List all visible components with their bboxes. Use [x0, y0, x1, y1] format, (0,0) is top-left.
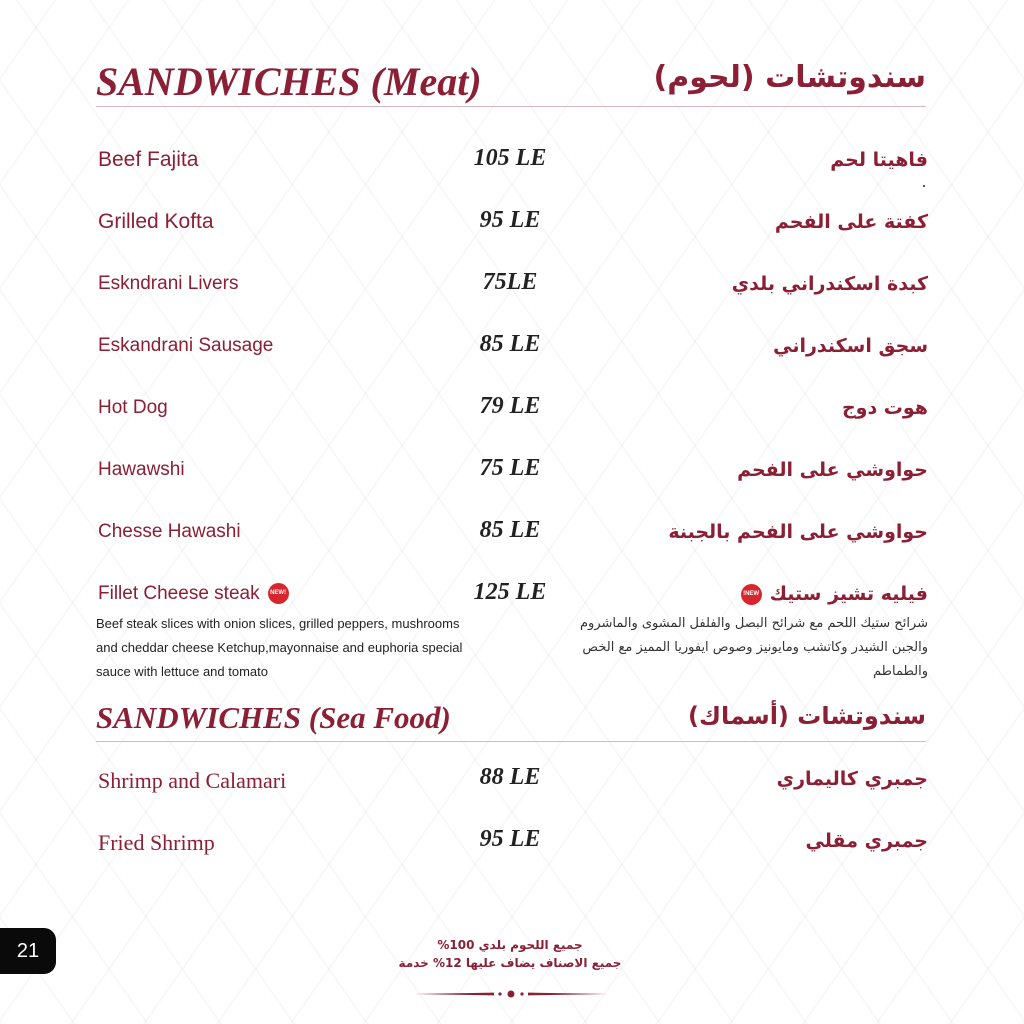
- menu-item-price: 75 LE: [479, 455, 541, 481]
- menu-item-price: 88 LE: [479, 764, 541, 790]
- seafood-section-title-ar: سندوتشات (أسماك): [688, 702, 926, 730]
- page-number: 21: [0, 928, 56, 974]
- menu-item-name-ar: فاهيتا لحم: [830, 149, 928, 171]
- menu-item-name: Chesse Hawashi: [98, 521, 241, 542]
- menu-item-name: Beef Fajita: [98, 148, 199, 171]
- item-description: Beef steak slices with onion slices, grilled peppers, mushrooms and cheddar cheese Ketchup,mayonnaise and euphoria special sauce with lettuce and tomato: [96, 616, 463, 679]
- menu-item-price: 85 LE: [479, 331, 541, 357]
- menu-item-price: 95 LE: [479, 207, 541, 233]
- menu-item-name: Eskandrani Sausage: [98, 335, 274, 356]
- menu-item-name-ar: هوت دوج: [841, 397, 928, 419]
- menu-item-name-ar: حواوشي على الفحم بالجبنة: [668, 521, 928, 543]
- menu-item-name-ar: كفتة على الفحم: [774, 211, 928, 233]
- menu-item-name-ar: جمبري مقلي: [805, 830, 928, 852]
- menu-item-name: Shrimp and Calamari: [98, 768, 287, 793]
- menu-item-name: Grilled Kofta: [98, 210, 214, 233]
- footer-note-service: جميع الاصناف يضاف عليها 12% خدمة: [398, 956, 622, 970]
- menu-item-name-ar: سجق اسكندراني: [773, 335, 928, 357]
- new-badge-icon: NEW!: [741, 584, 762, 605]
- menu-item-price: 125 LE: [473, 579, 547, 605]
- menu-item-price: 85 LE: [479, 517, 541, 543]
- menu-item-label: Fillet Cheese steak: [98, 583, 260, 604]
- meat-section-title-ar: سندوتشات (لحوم): [653, 60, 926, 95]
- meat-section-divider: [96, 106, 926, 107]
- meat-section-title: SANDWICHES (Meat): [96, 59, 482, 104]
- stray-dot: [923, 185, 925, 187]
- seafood-section-divider: [96, 741, 926, 742]
- menu-item-price: 105 LE: [473, 145, 547, 171]
- menu-item-price: 95 LE: [479, 826, 541, 852]
- item-description-ar: شرائح ستيك اللحم مع شرائح البصل والفلفل المشوى والماشروم والجبن الشيدر وكاتشب ومايونيز وصوص ايفوريا المميز مع الخص والطماطم: [580, 616, 928, 679]
- menu-item-name-ar: حواوشي على الفحم: [737, 459, 928, 481]
- menu-item-name-ar: جمبري كاليماري: [776, 768, 928, 790]
- menu-item-price: 75LE: [482, 269, 538, 295]
- menu-item-price: 79 LE: [479, 393, 541, 419]
- ornament-divider-icon: [414, 987, 608, 1001]
- new-badge-icon: NEW!: [268, 583, 289, 604]
- menu-item-name-ar: كبدة اسكندراني بلدي: [731, 273, 928, 295]
- menu-item-name: Hawawshi: [98, 459, 185, 480]
- menu-item-name: Fried Shrimp: [98, 830, 215, 855]
- menu-item-name: Hot Dog: [98, 397, 168, 418]
- footer-note-meat: جميع اللحوم بلدي 100%: [437, 938, 583, 952]
- menu-item-name-ar: [733, 583, 928, 605]
- seafood-section-title: SANDWICHES (Sea Food): [96, 700, 451, 735]
- menu-item-label-ar: فيليه تشيز ستيك: [769, 583, 928, 605]
- menu-item-name: [98, 583, 297, 605]
- menu-item-name: Eskndrani Livers: [98, 273, 239, 294]
